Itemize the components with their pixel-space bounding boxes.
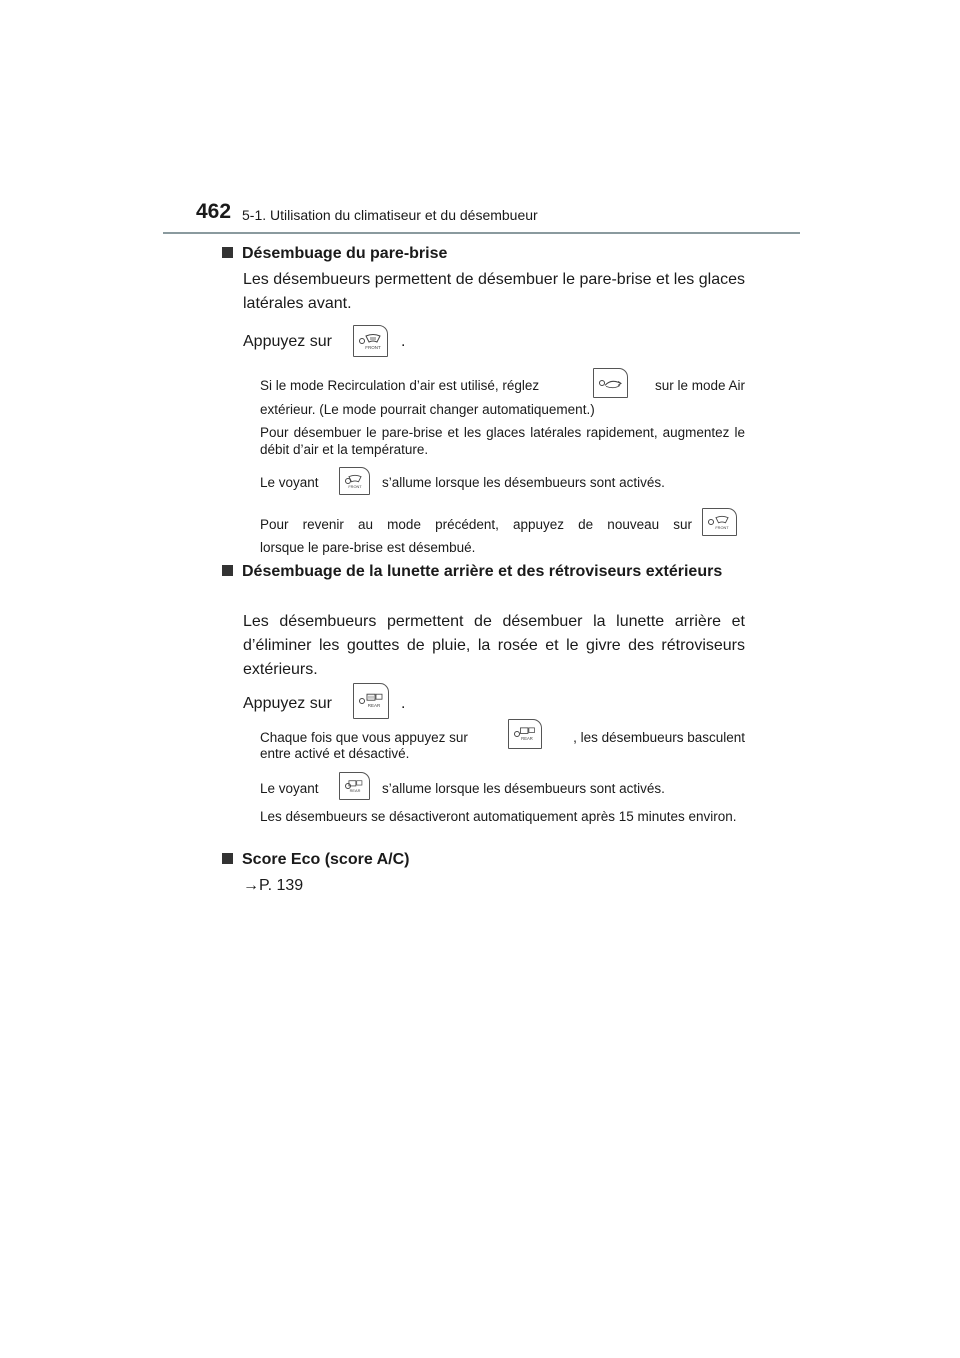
svg-text:REAR: REAR (367, 703, 381, 709)
front-defogger-button-icon-2 (702, 508, 737, 536)
svg-text:REAR: REAR (349, 787, 361, 793)
front-defogger-indicator-icon (339, 467, 370, 495)
section-heading-rear: Désembuage de la lunette arrière et des rétroviseurs extérieurs (222, 560, 765, 584)
press-label: Appuyez sur (243, 333, 332, 350)
note-recirculation-line1: Si le mode Recirculation d’air est utilisé, réglez (260, 378, 540, 393)
paragraph-rear: Les désembueurs permettent de désembuer la lunette arrière et d’éliminer les gouttes de pluie, la rosée et le givre des rétroviseurs extérieurs. (243, 613, 745, 678)
svg-text:FRONT: FRONT (715, 524, 729, 530)
note-auto-off: Les désembueurs se désactiveront automatiquement après 15 minutes environ. (260, 809, 737, 824)
note-return-line1: Pour revenir au mode précédent, appuyez de nouveau sur (260, 517, 692, 532)
bullet-square-icon (222, 853, 233, 864)
header-divider (163, 232, 800, 234)
note-fast-defog: Pour désembuer le pare-brise et les glaces latérales rapidement, augmentez le débit d’air et la température. (260, 425, 745, 457)
rear-defogger-indicator-icon (339, 772, 370, 800)
note-indicator-label: Le voyant (260, 475, 319, 490)
chapter-title: 5-1. Utilisation du climatiseur et du désembueur (242, 207, 538, 223)
note-recirculation-line1b: sur le mode Air (654, 378, 745, 393)
note-toggle-line1a: Chaque fois que vous appuyez sur (260, 730, 468, 745)
note-rear-indicator-label: Le voyant (260, 781, 319, 796)
section-heading-windshield: Désembuage du pare-brise (222, 242, 745, 266)
press-end-rear: . (401, 695, 406, 712)
front-defogger-button-icon (353, 325, 388, 357)
section-heading-eco-score: Score Eco (score A/C) (222, 848, 745, 872)
svg-text:FRONT: FRONT (365, 344, 381, 350)
note-recirculation-line2: extérieur. (Le mode pourrait changer automatiquement.) (260, 402, 595, 417)
note-indicator-text: s’allume lorsque les désembueurs sont activés. (382, 475, 665, 490)
press-end: . (401, 333, 406, 350)
note-return-line2: lorsque le pare-brise est désembué. (260, 540, 476, 555)
paragraph-windshield: Les désembueurs permettent de désembuer le pare-brise et les glaces latérales avant. (243, 271, 745, 312)
air-recirculation-button-icon (593, 368, 628, 398)
svg-text:REAR: REAR (521, 736, 533, 742)
note-toggle-line2: entre activé et désactivé. (260, 746, 410, 761)
bullet-square-icon (222, 247, 233, 258)
rear-defogger-button-icon (353, 683, 389, 719)
page-number: 462 (196, 200, 232, 223)
page-reference-link[interactable]: →P. 139 (243, 877, 304, 894)
press-label-rear: Appuyez sur (243, 695, 332, 712)
bullet-square-icon (222, 565, 233, 576)
note-toggle-line1b: , les désembueurs basculent (573, 730, 745, 745)
svg-text:FRONT: FRONT (348, 483, 362, 489)
note-rear-indicator-text: s’allume lorsque les désembueurs sont activés. (382, 781, 665, 796)
